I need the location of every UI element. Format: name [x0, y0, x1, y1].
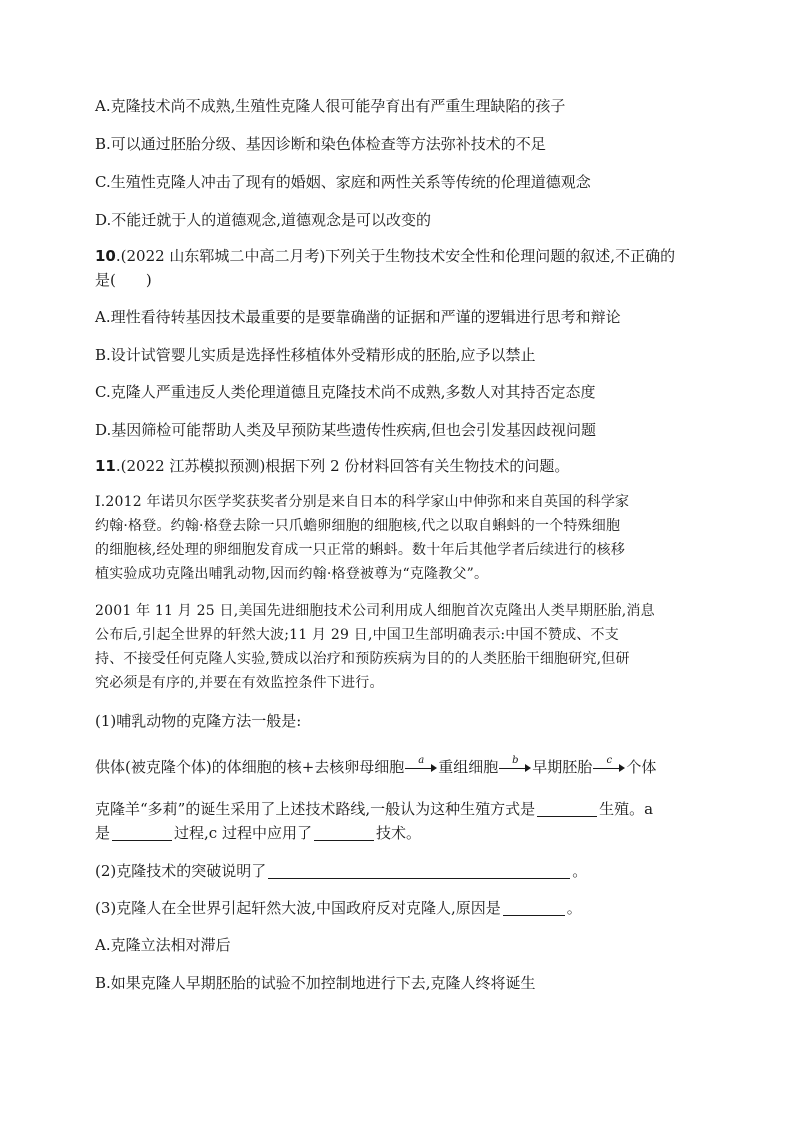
flow-step-recombinant-cell: 重组细胞 [438, 758, 499, 776]
q11-stem [95, 456, 569, 476]
answer-blank[interactable] [537, 800, 597, 817]
q9-option-a: A.克隆技术尚不成熟,生殖性克隆人很可能孕育出有严重生理缺陷的孩子 [95, 97, 566, 115]
arrow-a-icon [404, 757, 438, 777]
q9-option-d: D.不能迁就于人的道德观念,道德观念是可以改变的 [95, 211, 432, 229]
material2-line: 持、不接受任何克隆人实验,赞成以治疗和预防疾病为目的的人类胚胎干细胞研究,但研 [95, 651, 630, 667]
flow-step-early-embryo: 早期胚胎 [532, 758, 593, 776]
answer-blank[interactable] [314, 824, 374, 841]
q11-part1-text: 过程,c 过程中应用了 [174, 824, 312, 842]
q11-part3-text: 。 [566, 899, 582, 917]
q10-stem-text: 下列关于生物技术安全性和伦理问题的叙述,不正确的 [325, 247, 676, 265]
q11-part1-text: 克隆羊“多莉”的诞生采用了上述技术路线,一般认为这种生殖方式是 [95, 800, 536, 818]
arrow-c-icon [592, 757, 626, 777]
material2-line: 究必须是有序的,并要在有效监控条件下进行。 [95, 675, 384, 691]
q11-part1-text: 生殖。a [599, 800, 654, 818]
q10-source: .(2022 山东郓城二中高二月考) [115, 247, 326, 265]
flow-start: 供体(被克隆个体)的体细胞的核+去核卵母细胞 [95, 758, 405, 776]
q11-part2 [95, 861, 587, 881]
material1-line: 植实验成功克隆出哺乳动物,因而约翰·格登被尊为“克隆教父”。 [95, 566, 489, 582]
material1-line: Ⅰ.2012 年诺贝尔医学奖获奖者分别是来自日本的科学家山中伸弥和来自英国的科学家 [95, 494, 630, 510]
q11-part1-text: 技术。 [375, 824, 421, 842]
material1-line: 约翰·格登。约翰·格登去除一只爪蟾卵细胞的细胞核,代之以取自蝌蚪的一个特殊细胞 [95, 518, 621, 534]
answer-blank[interactable] [112, 824, 172, 841]
answer-blank[interactable] [268, 862, 570, 879]
q9-option-b: B.可以通过胚胎分级、基因诊断和染色体检查等方法弥补技术的不足 [95, 135, 546, 153]
q10-option-c: C.克隆人严重违反人类伦理道德且克隆技术尚不成熟,多数人对其持否定态度 [95, 383, 596, 401]
q11-part3-text: (3)克隆人在全世界引起轩然大波,中国政府反对克隆人,原因是 [95, 899, 501, 917]
q9-option-c: C.生殖性克隆人冲击了现有的婚姻、家庭和两性关系等传统的伦理道德观念 [95, 173, 591, 191]
q11-source: .(2022 江苏模拟预测) [115, 457, 266, 475]
arrow-label-b: b [512, 755, 519, 766]
q11-part1-text: 是 [95, 824, 111, 842]
material2-line: 2001 年 11 月 25 日,美国先进细胞技术公司利用成人细胞首次克隆出人类早期胚胎,消息 [95, 603, 655, 619]
q11-part3-option-b: B.如果克隆人早期胚胎的试验不加控制地进行下去,克隆人终将诞生 [95, 974, 536, 992]
material1-line: 的细胞核,经处理的卵细胞发育成一只正常的蝌蚪。数十年后其他学者后续进行的核移 [95, 542, 626, 558]
q11-number: 11 [95, 457, 116, 475]
q10-option-d: D.基因筛检可能帮助人类及早预防某些遗传性疾病,但也会引发基因歧视问题 [95, 421, 597, 439]
q11-part3-option-a: A.克隆立法相对滞后 [95, 936, 231, 954]
arrow-b-icon [498, 757, 532, 777]
q10-option-a: A.理性看待转基因技术最重要的是要靠确凿的证据和严谨的逻辑进行思考和辩论 [95, 308, 621, 326]
q10-number: 10 [95, 247, 116, 265]
q10-option-b: B.设计试管婴儿实质是选择性移植体外受精形成的胚胎,应予以禁止 [95, 346, 536, 364]
q11-stem-text: 根据下列 2 份材料回答有关生物技术的问题。 [265, 457, 570, 475]
cloning-flow [95, 757, 656, 777]
q11-part2-text: 。 [572, 862, 588, 880]
arrow-label-a: a [418, 755, 425, 766]
q10-stem [95, 246, 675, 266]
q11-part1-line2 [95, 799, 653, 819]
q10-stem-cont: 是( ) [95, 271, 152, 289]
flow-step-individual: 个体 [626, 758, 657, 776]
material2-line: 公布后,引起全世界的轩然大波;11 月 29 日,中国卫生部明确表示:中国不赞成、不支 [95, 627, 619, 643]
q11-part1-title: (1)哺乳动物的克隆方法一般是: [95, 712, 302, 730]
arrow-label-c: c [606, 755, 613, 766]
q11-part3 [95, 898, 582, 918]
answer-blank[interactable] [503, 899, 565, 916]
q11-part2-text: (2)克隆技术的突破说明了 [95, 862, 267, 880]
q11-part1-line3 [95, 823, 421, 843]
